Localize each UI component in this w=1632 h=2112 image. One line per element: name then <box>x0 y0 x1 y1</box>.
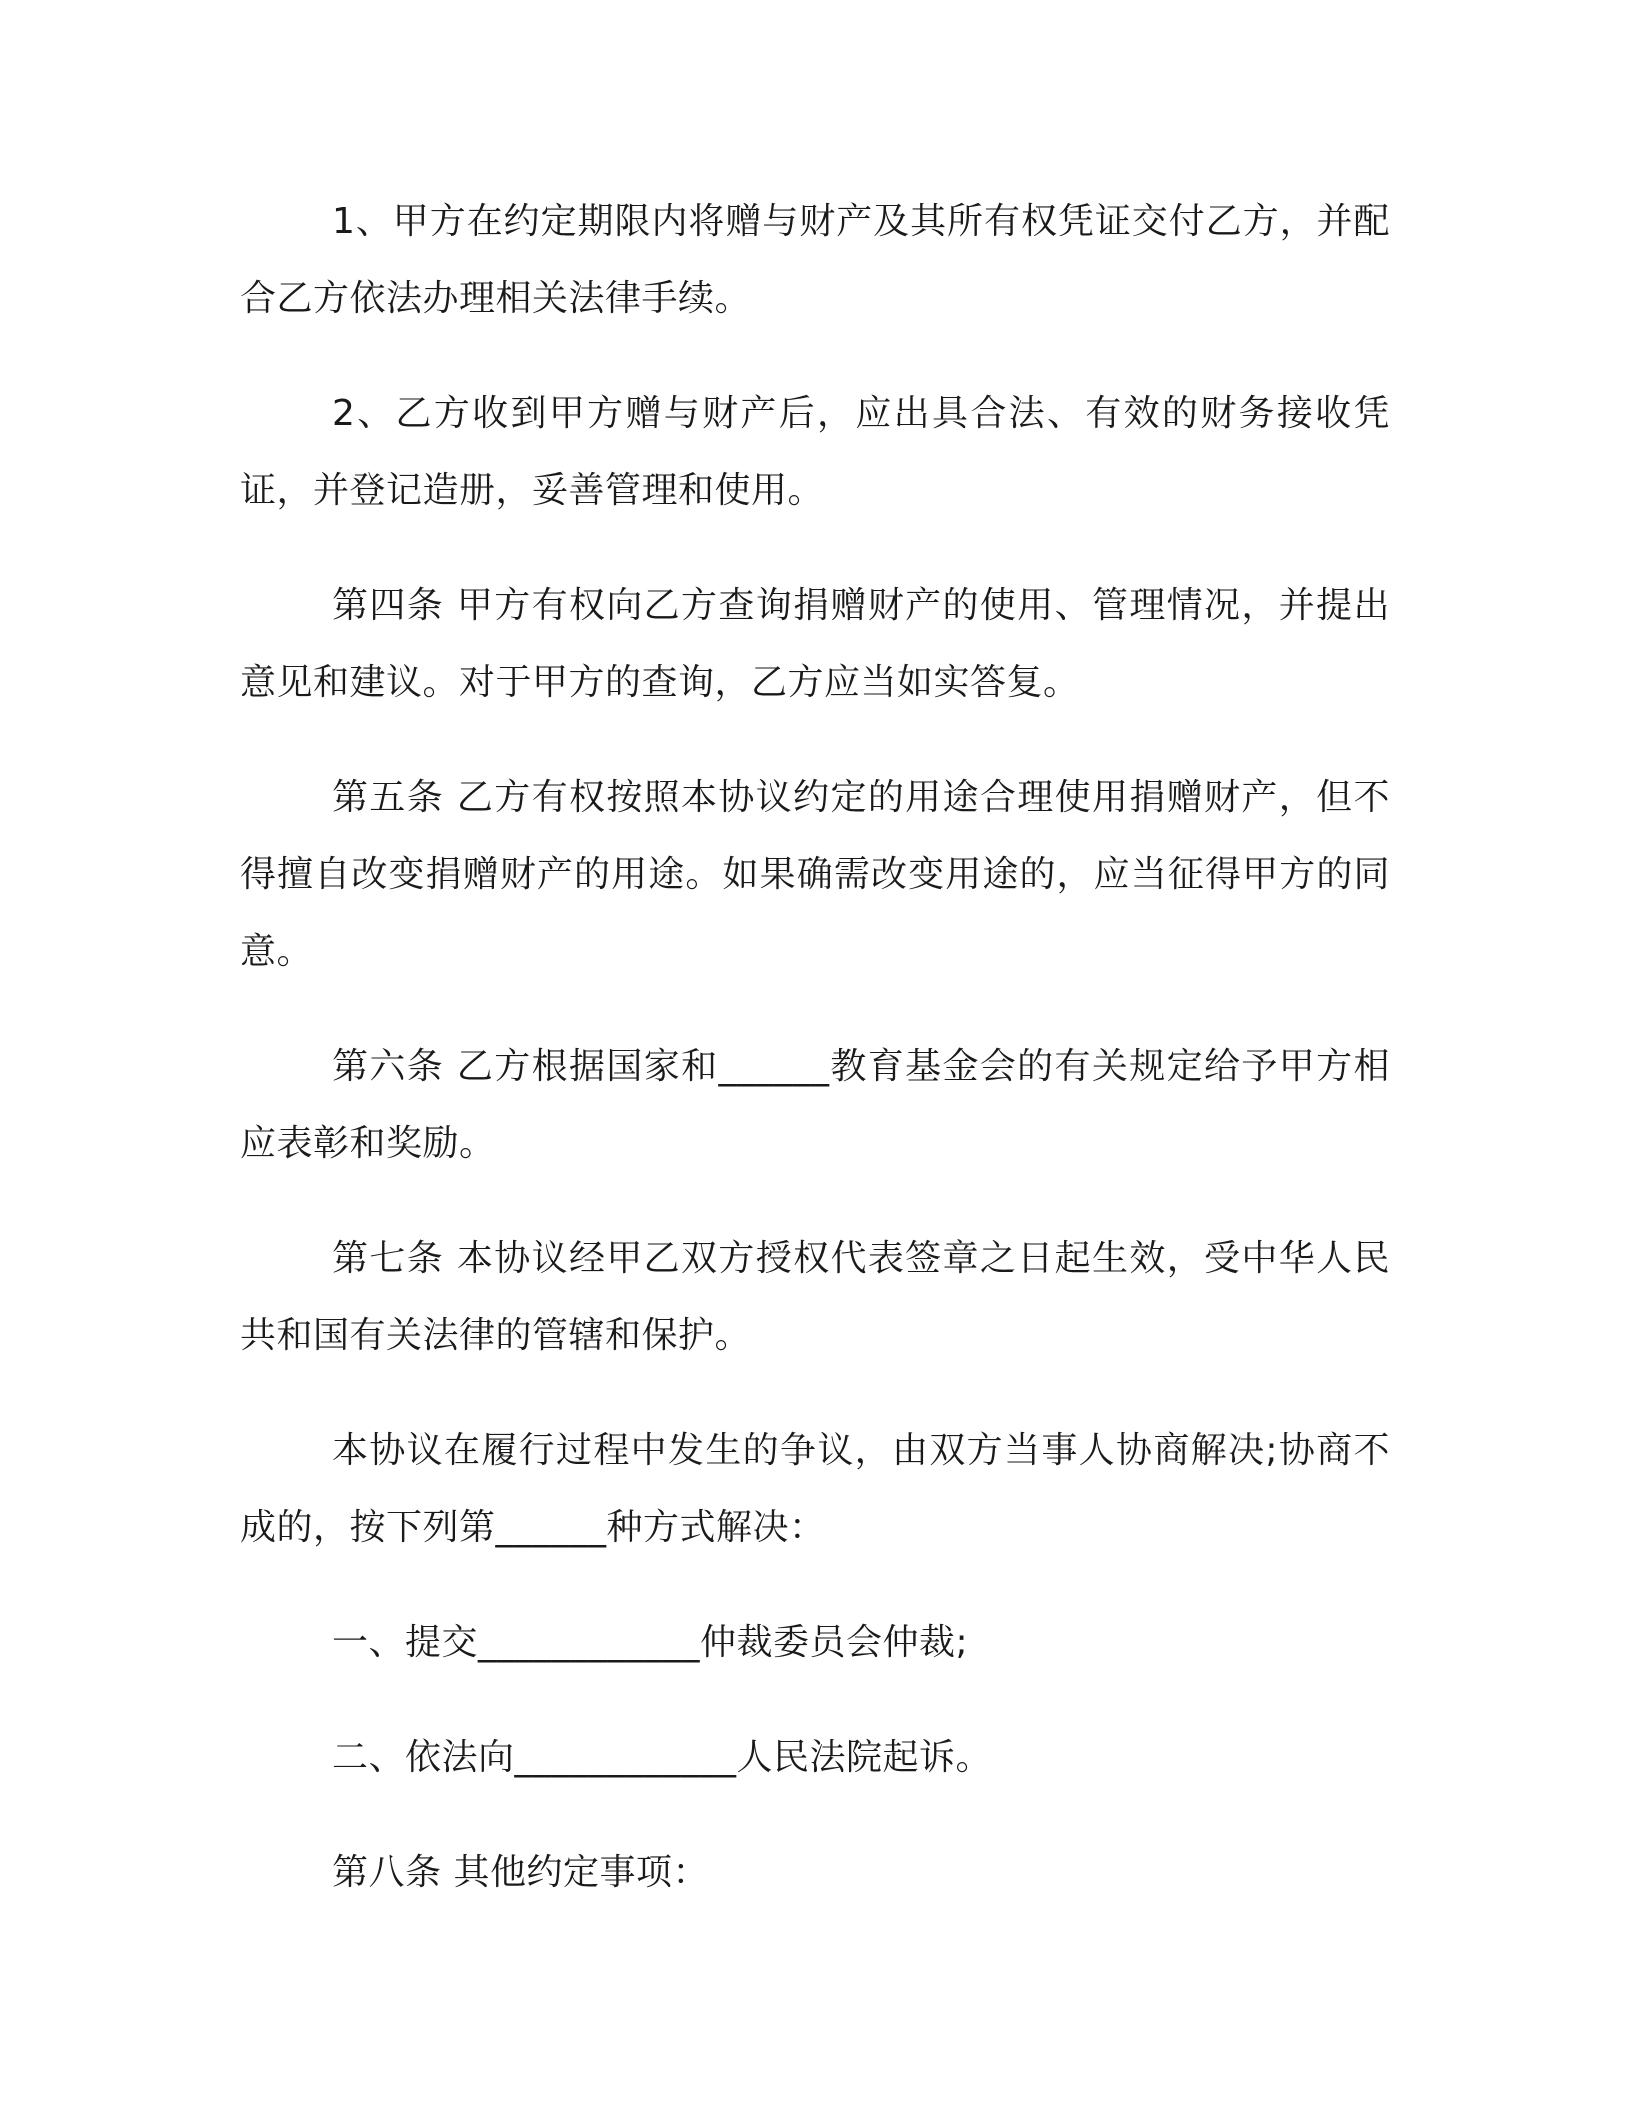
clause-paragraph: 第七条 本协议经甲乙双方授权代表签章之日起生效，受中华人民共和国有关法律的管辖和保护。 <box>240 1238 1390 1356</box>
clause-paragraph: 本协议在履行过程中发生的争议，由双方当事人协商解决;协商不成的，按下列第______种方式解决： <box>240 1430 1390 1548</box>
document-body <box>240 183 1390 1949</box>
clause-paragraph: 第八条 其他约定事项： <box>332 1852 709 1893</box>
clause-paragraph: 2、乙方收到甲方赠与财产后，应出具合法、有效的财务接收凭证，并登记造册，妥善管理和使用。 <box>240 393 1390 511</box>
clause-paragraph: 1、甲方在约定期限内将赠与财产及其所有权凭证交付乙方，并配合乙方依法办理相关法律手续。 <box>240 201 1390 319</box>
clause-paragraph: 二、依法向____________人民法院起诉。 <box>332 1737 993 1778</box>
clause-paragraph: 第六条 乙方根据国家和______教育基金会的有关规定给予甲方相应表彰和奖励。 <box>240 1046 1390 1164</box>
clause-paragraph: 第四条 甲方有权向乙方查询捐赠财产的使用、管理情况，并提出意见和建议。对于甲方的查询，乙方应当如实答复。 <box>240 585 1390 703</box>
clause-paragraph: 一、提交____________仲裁委员会仲裁; <box>332 1622 969 1663</box>
clause-paragraph: 第五条 乙方有权按照本协议约定的用途合理使用捐赠财产，但不得擅自改变捐赠财产的用途。如果确需改变用途的，应当征得甲方的同意。 <box>240 777 1390 972</box>
